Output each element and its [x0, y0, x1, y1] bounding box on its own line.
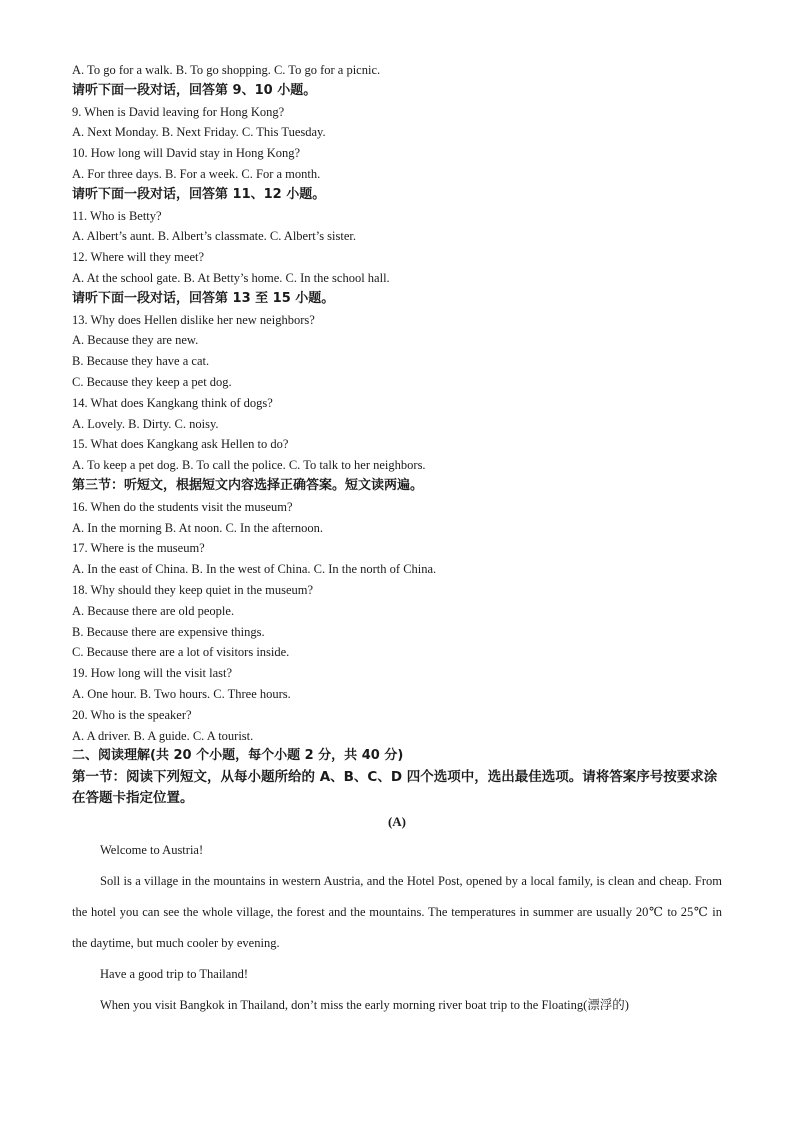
section-heading: 请听下面一段对话，回答第 13 至 15 小题。 [72, 290, 335, 306]
option-line: A. A driver. B. A guide. C. A tourist. [72, 728, 254, 743]
option-line: A. Lovely. B. Dirty. C. noisy. [72, 416, 219, 431]
question-line: 13. Why does Hellen dislike her new neighbors? [72, 312, 315, 327]
option-line: A. To go for a walk. B. To go shopping. C. To go for a picnic. [72, 63, 381, 77]
question-line: 11. Who is Betty? [72, 208, 162, 223]
option-line: A. In the morning B. At noon. C. In the afternoon. [72, 520, 324, 535]
question-line: 14. What does Kangkang think of dogs? [72, 395, 273, 410]
passage-label: (A) [387, 814, 407, 830]
option-line: A. One hour. B. Two hours. C. Three hours. [72, 686, 291, 701]
passage-paragraph: Have a good trip to Thailand! [100, 967, 248, 982]
option-line: A. For three days. B. For a week. C. For a month. [72, 166, 321, 181]
passage-paragraph: Welcome to Austria! [100, 843, 204, 858]
option-line: C. Because there are a lot of visitors inside. [72, 645, 290, 660]
option-line: A. Next Monday. B. Next Friday. C. This Tuesday. [72, 125, 326, 140]
section-heading: 第三节：听短文，根据短文内容选择正确答案。短文读两遍。 [72, 477, 424, 493]
passage-paragraph: When you visit Bangkok in Thailand, don’t miss the early morning river boat trip to the Floating(漂浮的) [100, 998, 629, 1013]
section-title: 二、阅读理解(共 20 个小题，每个小题 2 分，共 40 分) [72, 748, 404, 764]
question-line: 18. Why should they keep quiet in the museum? [72, 582, 314, 597]
question-line: 10. How long will David stay in Hong Kong? [72, 146, 301, 161]
question-line: 9. When is David leaving for Hong Kong? [72, 104, 285, 119]
option-line: A. Because there are old people. [72, 603, 235, 618]
document-page [72, 60, 722, 1021]
section-instruction: 第一节：阅读下列短文，从每小题所给的 A、B、C、D 四个选项中，选出最佳选项。请将答案序号按要求涂在答题卡指定位置。 [72, 769, 718, 807]
question-line: 17. Where is the museum? [72, 541, 205, 556]
section-heading: 请听下面一段对话，回答第 11、12 小题。 [72, 186, 326, 202]
option-line: B. Because there are expensive things. [72, 624, 265, 639]
option-line: C. Because they keep a pet dog. [72, 374, 232, 389]
question-line: 19. How long will the visit last? [72, 666, 233, 681]
question-line: 15. What does Kangkang ask Hellen to do? [72, 437, 289, 452]
option-line: A. Albert’s aunt. B. Albert’s classmate. C. Albert’s sister. [72, 229, 357, 244]
option-line: B. Because they have a cat. [72, 354, 210, 369]
question-line: 16. When do the students visit the museum? [72, 499, 293, 514]
section-heading: 请听下面一段对话，回答第 9、10 小题。 [72, 82, 317, 98]
option-line: A. Because they are new. [72, 333, 199, 348]
option-line: A. In the east of China. B. In the west of China. C. In the north of China. [72, 562, 437, 577]
passage-paragraph: Soll is a village in the mountains in western Austria, and the Hotel Post, opened by a local family, is clean and cheap. From the hotel you can see the whole village, the forest and the mountains. The temperatures in summer are usually 20℃ to 25℃ in the daytime, but much cooler by evening. [72, 874, 722, 951]
option-line: A. At the school gate. B. At Betty’s home. C. In the school hall. [72, 270, 390, 285]
question-line: 12. Where will they meet? [72, 250, 205, 265]
question-line: 20. Who is the speaker? [72, 707, 192, 722]
option-line: A. To keep a pet dog. B. To call the police. C. To talk to her neighbors. [72, 458, 426, 473]
